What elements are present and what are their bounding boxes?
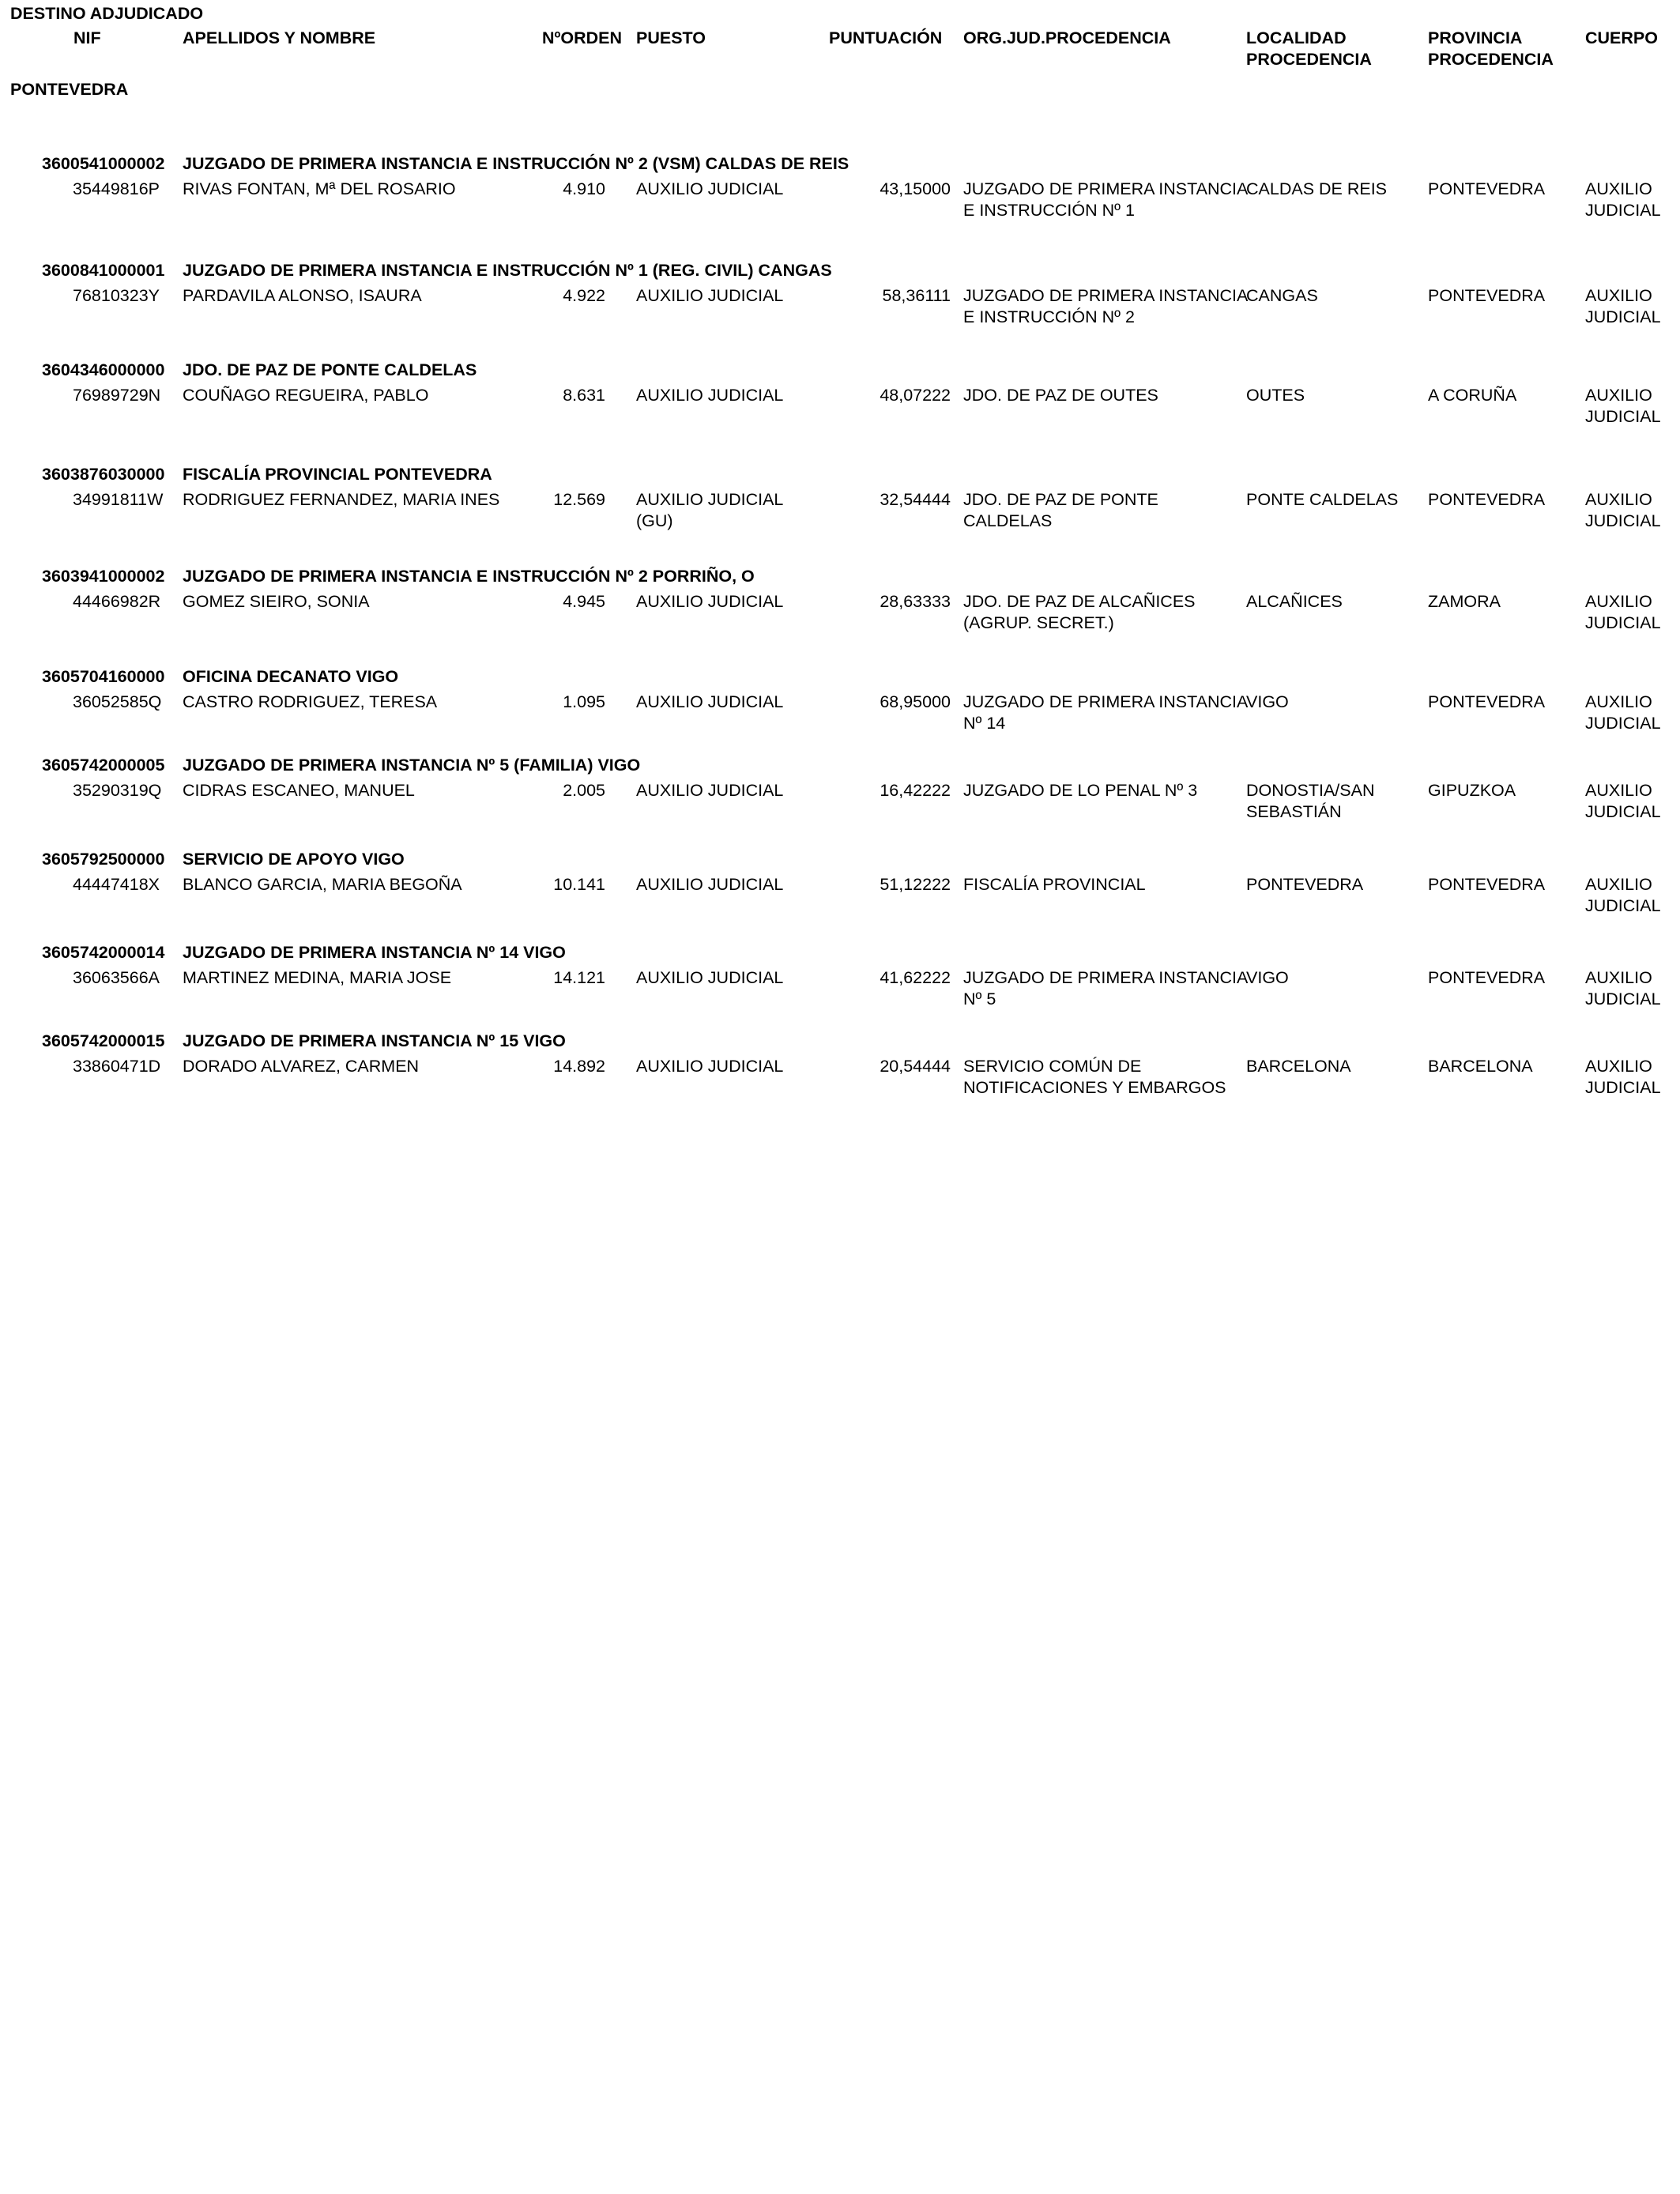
- record-puntuacion: 16,42222: [880, 781, 951, 800]
- record-orden: 2.005: [563, 781, 605, 800]
- record-puesto: AUXILIO JUDICIAL (GU): [636, 490, 783, 530]
- record-cuerpo: AUXILIO JUDICIAL: [1585, 968, 1661, 1008]
- header-cuerpo: CUERPO: [1585, 28, 1658, 47]
- record-localidad: DONOSTIA/SAN SEBASTIÁN: [1246, 781, 1375, 821]
- record-org: FISCALÍA PROVINCIAL: [963, 875, 1146, 894]
- record-code: 3605742000005: [42, 756, 165, 775]
- record-nif: 76989729N: [73, 386, 161, 405]
- record-nif: 36052585Q: [73, 692, 162, 711]
- record-org: SERVICIO COMÚN DE NOTIFICACIONES Y EMBARGOS: [963, 1057, 1226, 1097]
- header-puntuacion: PUNTUACIÓN: [829, 28, 943, 47]
- record-code: 3605704160000: [42, 667, 165, 686]
- record-title: SERVICIO DE APOYO VIGO: [183, 850, 405, 869]
- record-title: JUZGADO DE PRIMERA INSTANCIA Nº 14 VIGO: [183, 943, 566, 962]
- record-puesto: AUXILIO JUDICIAL: [636, 1057, 784, 1076]
- header-apellidos: APELLIDOS Y NOMBRE: [183, 28, 376, 47]
- header-nif: NIF: [73, 28, 101, 47]
- record-localidad: OUTES: [1246, 386, 1305, 405]
- record-orden: 12.569: [553, 490, 605, 509]
- record-cuerpo: AUXILIO JUDICIAL: [1585, 286, 1661, 326]
- record-puesto: AUXILIO JUDICIAL: [636, 692, 784, 711]
- record-cuerpo: AUXILIO JUDICIAL: [1585, 875, 1661, 915]
- record-org: JDO. DE PAZ DE OUTES: [963, 386, 1158, 405]
- record-puntuacion: 58,36111: [882, 286, 951, 305]
- record-puntuacion: 43,15000: [880, 179, 951, 198]
- record-name: RIVAS FONTAN, Mª DEL ROSARIO: [183, 179, 456, 198]
- record-cuerpo: AUXILIO JUDICIAL: [1585, 490, 1661, 530]
- record-org: JUZGADO DE PRIMERA INSTANCIA Nº 5: [963, 968, 1248, 1008]
- record-provincia: A CORUÑA: [1428, 386, 1517, 405]
- record-code: 3604346000000: [42, 360, 165, 379]
- record-cuerpo: AUXILIO JUDICIAL: [1585, 781, 1661, 821]
- record-provincia: BARCELONA: [1428, 1057, 1533, 1076]
- record-provincia: PONTEVEDRA: [1428, 875, 1546, 894]
- record-provincia: GIPUZKOA: [1428, 781, 1516, 800]
- record-puntuacion: 28,63333: [880, 592, 951, 611]
- record-title: JUZGADO DE PRIMERA INSTANCIA Nº 5 (FAMILIA) VIGO: [183, 756, 641, 775]
- record-puesto: AUXILIO JUDICIAL: [636, 781, 784, 800]
- record-puntuacion: 20,54444: [880, 1057, 951, 1076]
- record-cuerpo: AUXILIO JUDICIAL: [1585, 692, 1661, 733]
- record-title: JUZGADO DE PRIMERA INSTANCIA E INSTRUCCIÓN Nº 1 (REG. CIVIL) CANGAS: [183, 261, 832, 280]
- record-provincia: PONTEVEDRA: [1428, 692, 1546, 711]
- record-puesto: AUXILIO JUDICIAL: [636, 875, 784, 894]
- record-code: 3605742000014: [42, 943, 165, 962]
- record-code: 3603876030000: [42, 465, 165, 484]
- record-puntuacion: 51,12222: [880, 875, 951, 894]
- record-nif: 36063566A: [73, 968, 160, 987]
- record-provincia: PONTEVEDRA: [1428, 286, 1546, 305]
- header-puesto: PUESTO: [636, 28, 706, 47]
- record-provincia: PONTEVEDRA: [1428, 179, 1546, 198]
- record-orden: 4.910: [563, 179, 605, 198]
- record-name: MARTINEZ MEDINA, MARIA JOSE: [183, 968, 452, 987]
- record-puesto: AUXILIO JUDICIAL: [636, 179, 784, 198]
- record-puntuacion: 41,62222: [880, 968, 951, 987]
- record-cuerpo: AUXILIO JUDICIAL: [1585, 386, 1661, 426]
- record-puntuacion: 48,07222: [880, 386, 951, 405]
- record-orden: 1.095: [563, 692, 605, 711]
- record-org: JDO. DE PAZ DE PONTE CALDELAS: [963, 490, 1158, 530]
- record-name: CASTRO RODRIGUEZ, TERESA: [183, 692, 438, 711]
- record-puesto: AUXILIO JUDICIAL: [636, 386, 784, 405]
- record-orden: 10.141: [553, 875, 605, 894]
- record-name: RODRIGUEZ FERNANDEZ, MARIA INES: [183, 490, 500, 509]
- record-nif: 35290319Q: [73, 781, 162, 800]
- record-localidad: VIGO: [1246, 692, 1289, 711]
- record-localidad: CALDAS DE REIS: [1246, 179, 1388, 198]
- record-puesto: AUXILIO JUDICIAL: [636, 592, 784, 611]
- record-localidad: ALCAÑICES: [1246, 592, 1343, 611]
- record-org: JDO. DE PAZ DE ALCAÑICES (AGRUP. SECRET.): [963, 592, 1196, 632]
- record-code: 3605742000015: [42, 1031, 165, 1050]
- record-title: JUZGADO DE PRIMERA INSTANCIA E INSTRUCCIÓN Nº 2 (VSM) CALDAS DE REIS: [183, 154, 849, 173]
- record-localidad: PONTE CALDELAS: [1246, 490, 1399, 509]
- record-code: 3605792500000: [42, 850, 165, 869]
- record-nif: 34991811W: [73, 490, 164, 509]
- record-orden: 14.121: [553, 968, 605, 987]
- record-name: CIDRAS ESCANEO, MANUEL: [183, 781, 415, 800]
- record-puesto: AUXILIO JUDICIAL: [636, 286, 784, 305]
- record-orden: 4.945: [563, 592, 605, 611]
- province-title: PONTEVEDRA: [10, 80, 129, 99]
- header-destino: DESTINO ADJUDICADO: [10, 4, 204, 23]
- record-title: OFICINA DECANATO VIGO: [183, 667, 399, 686]
- record-provincia: PONTEVEDRA: [1428, 490, 1546, 509]
- record-orden: 8.631: [563, 386, 605, 405]
- record-title: JDO. DE PAZ DE PONTE CALDELAS: [183, 360, 477, 379]
- record-localidad: CANGAS: [1246, 286, 1318, 305]
- record-cuerpo: AUXILIO JUDICIAL: [1585, 592, 1661, 632]
- record-nif: 33860471D: [73, 1057, 161, 1076]
- header-norden: NºORDEN: [542, 28, 623, 47]
- record-org: JUZGADO DE PRIMERA INSTANCIA E INSTRUCCIÓN Nº 1: [963, 179, 1248, 220]
- record-title: JUZGADO DE PRIMERA INSTANCIA Nº 15 VIGO: [183, 1031, 566, 1050]
- record-puntuacion: 32,54444: [880, 490, 951, 509]
- record-cuerpo: AUXILIO JUDICIAL: [1585, 1057, 1661, 1097]
- record-provincia: PONTEVEDRA: [1428, 968, 1546, 987]
- header-org: ORG.JUD.PROCEDENCIA: [963, 28, 1171, 47]
- record-puntuacion: 68,95000: [880, 692, 951, 711]
- record-localidad: PONTEVEDRA: [1246, 875, 1364, 894]
- record-localidad: VIGO: [1246, 968, 1289, 987]
- record-title: FISCALÍA PROVINCIAL PONTEVEDRA: [183, 465, 492, 484]
- record-cuerpo: AUXILIO JUDICIAL: [1585, 179, 1661, 220]
- record-name: GOMEZ SIEIRO, SONIA: [183, 592, 370, 611]
- record-nif: 44466982R: [73, 592, 161, 611]
- record-localidad: BARCELONA: [1246, 1057, 1351, 1076]
- record-orden: 14.892: [553, 1057, 605, 1076]
- record-org: JUZGADO DE PRIMERA INSTANCIA E INSTRUCCIÓN Nº 2: [963, 286, 1248, 326]
- header-localidad: LOCALIDAD PROCEDENCIA: [1246, 28, 1372, 69]
- record-code: 3603941000002: [42, 567, 165, 586]
- record-code: 3600541000002: [42, 154, 165, 173]
- record-puesto: AUXILIO JUDICIAL: [636, 968, 784, 987]
- record-nif: 35449816P: [73, 179, 160, 198]
- record-name: BLANCO GARCIA, MARIA BEGOÑA: [183, 875, 462, 894]
- record-orden: 4.922: [563, 286, 605, 305]
- header-provincia: PROVINCIA PROCEDENCIA: [1428, 28, 1554, 69]
- record-name: PARDAVILA ALONSO, ISAURA: [183, 286, 422, 305]
- record-nif: 76810323Y: [73, 286, 160, 305]
- record-nif: 44447418X: [73, 875, 160, 894]
- record-name: COUÑAGO REGUEIRA, PABLO: [183, 386, 429, 405]
- record-org: JUZGADO DE LO PENAL Nº 3: [963, 781, 1198, 800]
- record-org: JUZGADO DE PRIMERA INSTANCIA Nº 14: [963, 692, 1248, 733]
- record-name: DORADO ALVAREZ, CARMEN: [183, 1057, 420, 1076]
- record-code: 3600841000001: [42, 261, 165, 280]
- record-title: JUZGADO DE PRIMERA INSTANCIA E INSTRUCCIÓN Nº 2 PORRIÑO, O: [183, 567, 755, 586]
- record-provincia: ZAMORA: [1428, 592, 1501, 611]
